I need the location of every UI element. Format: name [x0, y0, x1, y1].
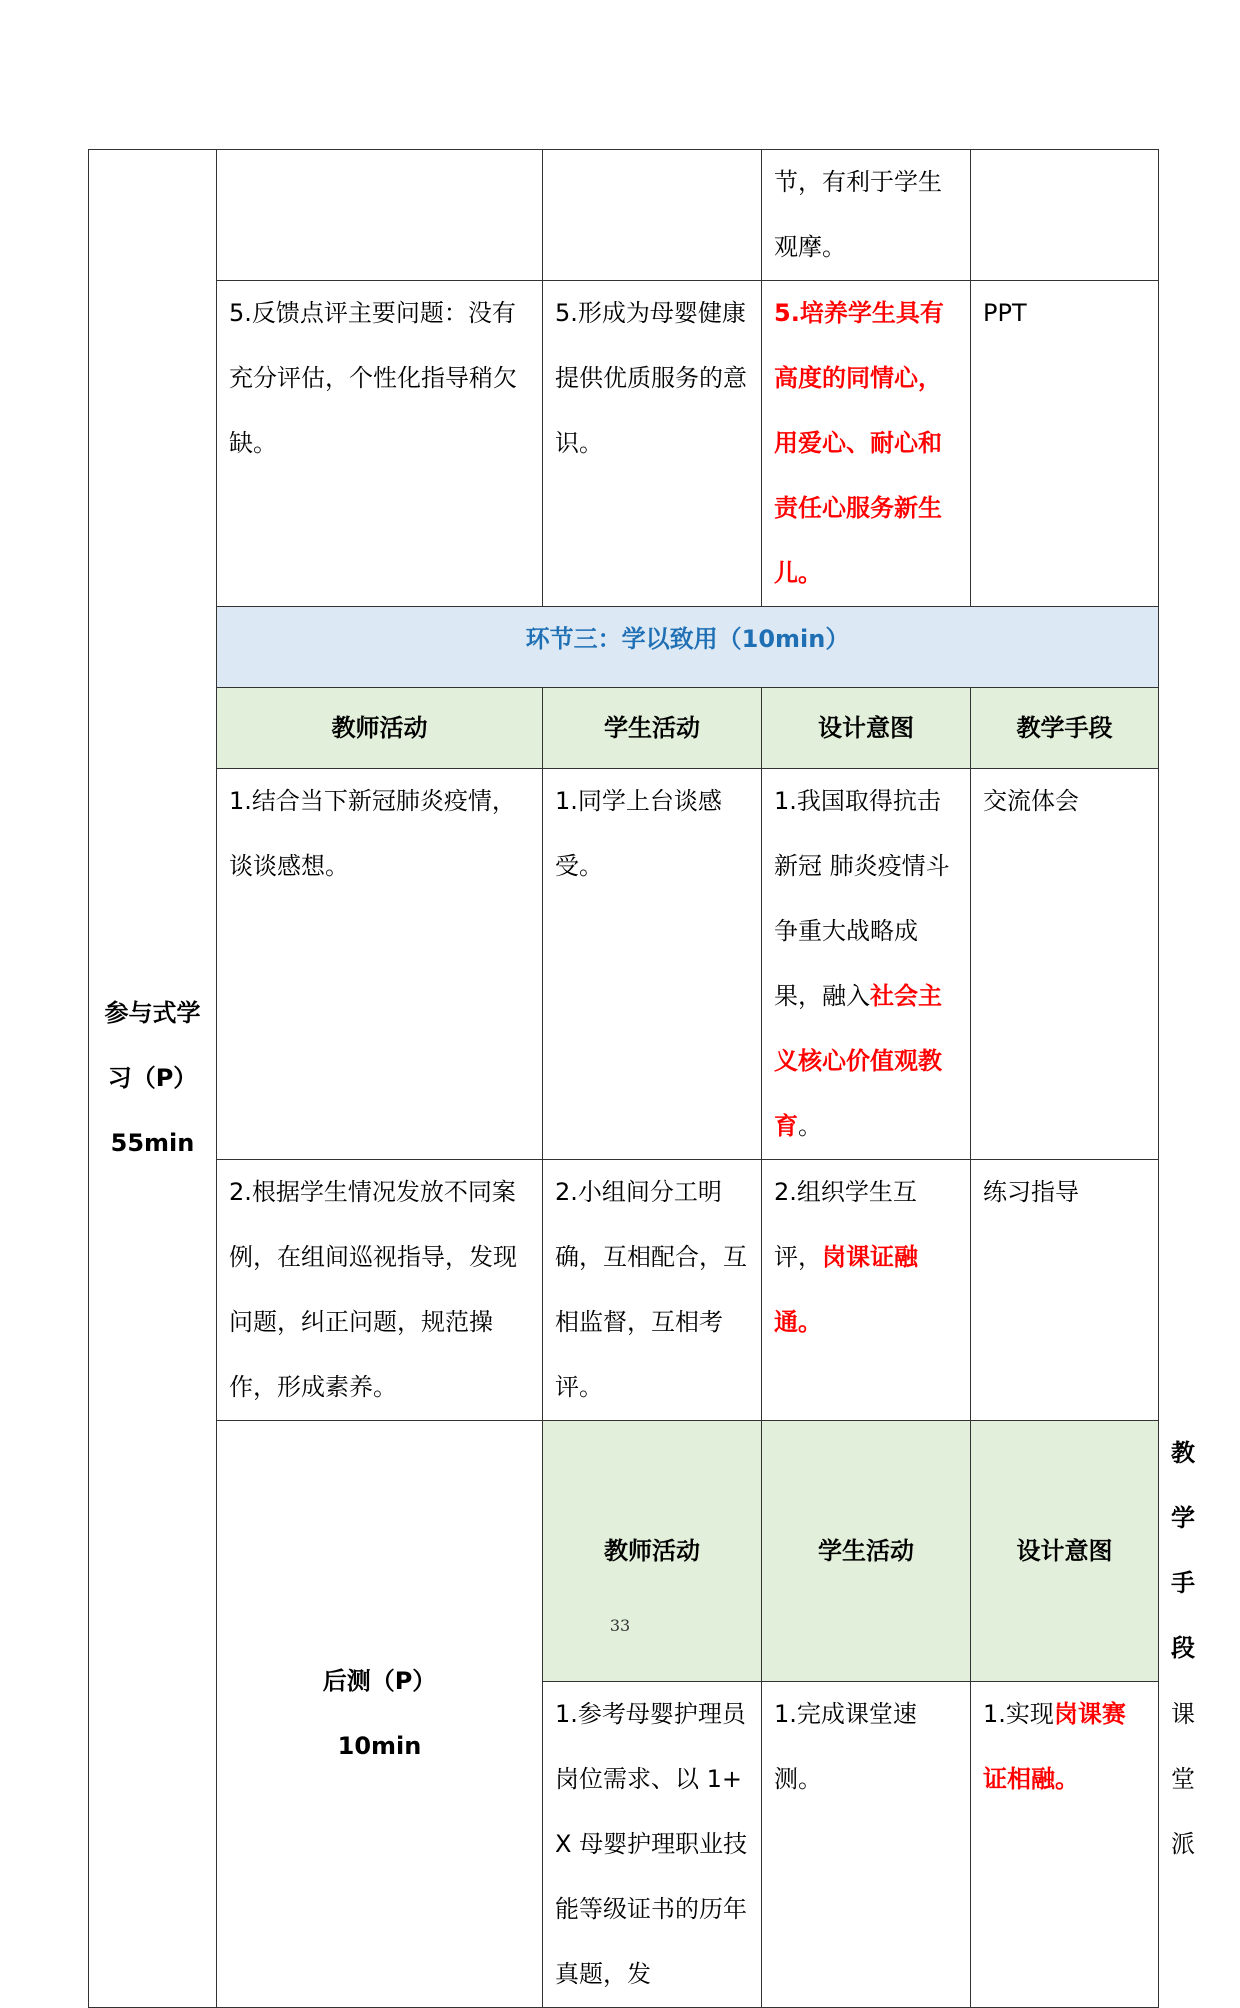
intent-text: 1.实现: [983, 1700, 1054, 1728]
header-student-activity: 学生活动: [543, 688, 762, 769]
design-intent-cell: [971, 1682, 1159, 2008]
intent-highlight: 岗课赛证相融。: [983, 1700, 1126, 1793]
student-activity-cell: 5.形成为母婴健康提供优质服务的意识。: [543, 281, 762, 607]
student-activity-cell: 2.小组间分工明确，互相配合，互相监督，互相考评。: [543, 1160, 762, 1421]
table-row: 1.参考母婴护理员岗位需求、以 1+X 母婴护理职业技能等级证书的历年真题，发 1.完成课堂速测。 1.实现岗课赛证相融。 课堂派: [89, 1682, 1159, 2008]
design-intent-cell: 节，有利于学生观摩。: [762, 150, 971, 281]
intent-highlight: 岗课证融通。: [774, 1243, 918, 1336]
page-number: 33: [609, 1616, 631, 1635]
phase-duration: 55min: [110, 1129, 195, 1157]
student-activity-cell: 1.同学上台谈感受。: [543, 769, 762, 1160]
header-teacher-activity: 教师活动: [543, 1421, 762, 1682]
intent-text: 1.我国取得抗击新冠 肺炎疫情斗争重大战略成果，融入: [774, 787, 950, 1010]
header-teacher-activity: 教师活动: [217, 688, 543, 769]
header-design-intent: 设计意图: [762, 688, 971, 769]
teaching-means-cell: 交流体会: [971, 769, 1159, 1160]
intent-text: 。: [798, 1112, 822, 1140]
section-title: 环节三：学以致用（10min）: [217, 607, 1159, 688]
header-student-activity: 学生活动: [762, 1421, 971, 1682]
table-row: [89, 1160, 1159, 1421]
teacher-activity-cell: [217, 150, 543, 281]
intent-highlight: 社会主义核心价值观教育: [774, 982, 942, 1140]
design-intent-cell: 5.培养学生具有高度的同情心，用爱心、耐心和责任心服务新生儿。: [762, 281, 971, 607]
teaching-means-cell: [971, 150, 1159, 281]
phase-cell-posttest: [217, 1421, 543, 2008]
student-activity-cell: 1.完成课堂速测。: [762, 1682, 971, 2008]
header-row: 后测（P） 10min 教师活动 学生活动 设计意图 教学手段: [89, 1421, 1159, 1682]
phase-label-line: 参与式学: [104, 999, 201, 1027]
teacher-activity-cell: 2.根据学生情况发放不同案例，在组间巡视指导，发现问题，纠正问题，规范操作，形成素养。: [217, 1160, 543, 1421]
phase-duration: 10min: [337, 1732, 422, 1760]
teaching-means-cell: PPT: [971, 281, 1159, 607]
design-intent-cell: [762, 1160, 971, 1421]
lesson-plan-table: [88, 149, 1195, 2008]
teacher-activity-cell: 5.反馈点评主要问题：没有充分评估，个性化指导稍欠缺。: [217, 281, 543, 607]
header-teaching-means: 教学手段: [971, 688, 1159, 769]
design-intent-cell: [762, 769, 971, 1160]
student-activity-cell: [543, 150, 762, 281]
header-design-intent: 设计意图: [971, 1421, 1159, 1682]
teacher-activity-cell: 1.参考母婴护理员岗位需求、以 1+X 母婴护理职业技能等级证书的历年真题，发: [543, 1682, 762, 2008]
phase-cell-participatory: [89, 150, 217, 2008]
phase-label-line: 习（P）: [107, 1064, 198, 1092]
section-row: [89, 607, 1159, 688]
phase-label-line: 后测（P）: [322, 1667, 437, 1695]
teaching-means-cell: 练习指导: [971, 1160, 1159, 1421]
header-row: [89, 688, 1159, 769]
table-row: [89, 769, 1159, 1160]
intent-text: 2.组织学生互评，: [774, 1178, 917, 1271]
teacher-activity-cell: 1.结合当下新冠肺炎疫情，谈谈感想。: [217, 769, 543, 1160]
table-row: [89, 150, 1159, 281]
table-row: [89, 281, 1159, 607]
